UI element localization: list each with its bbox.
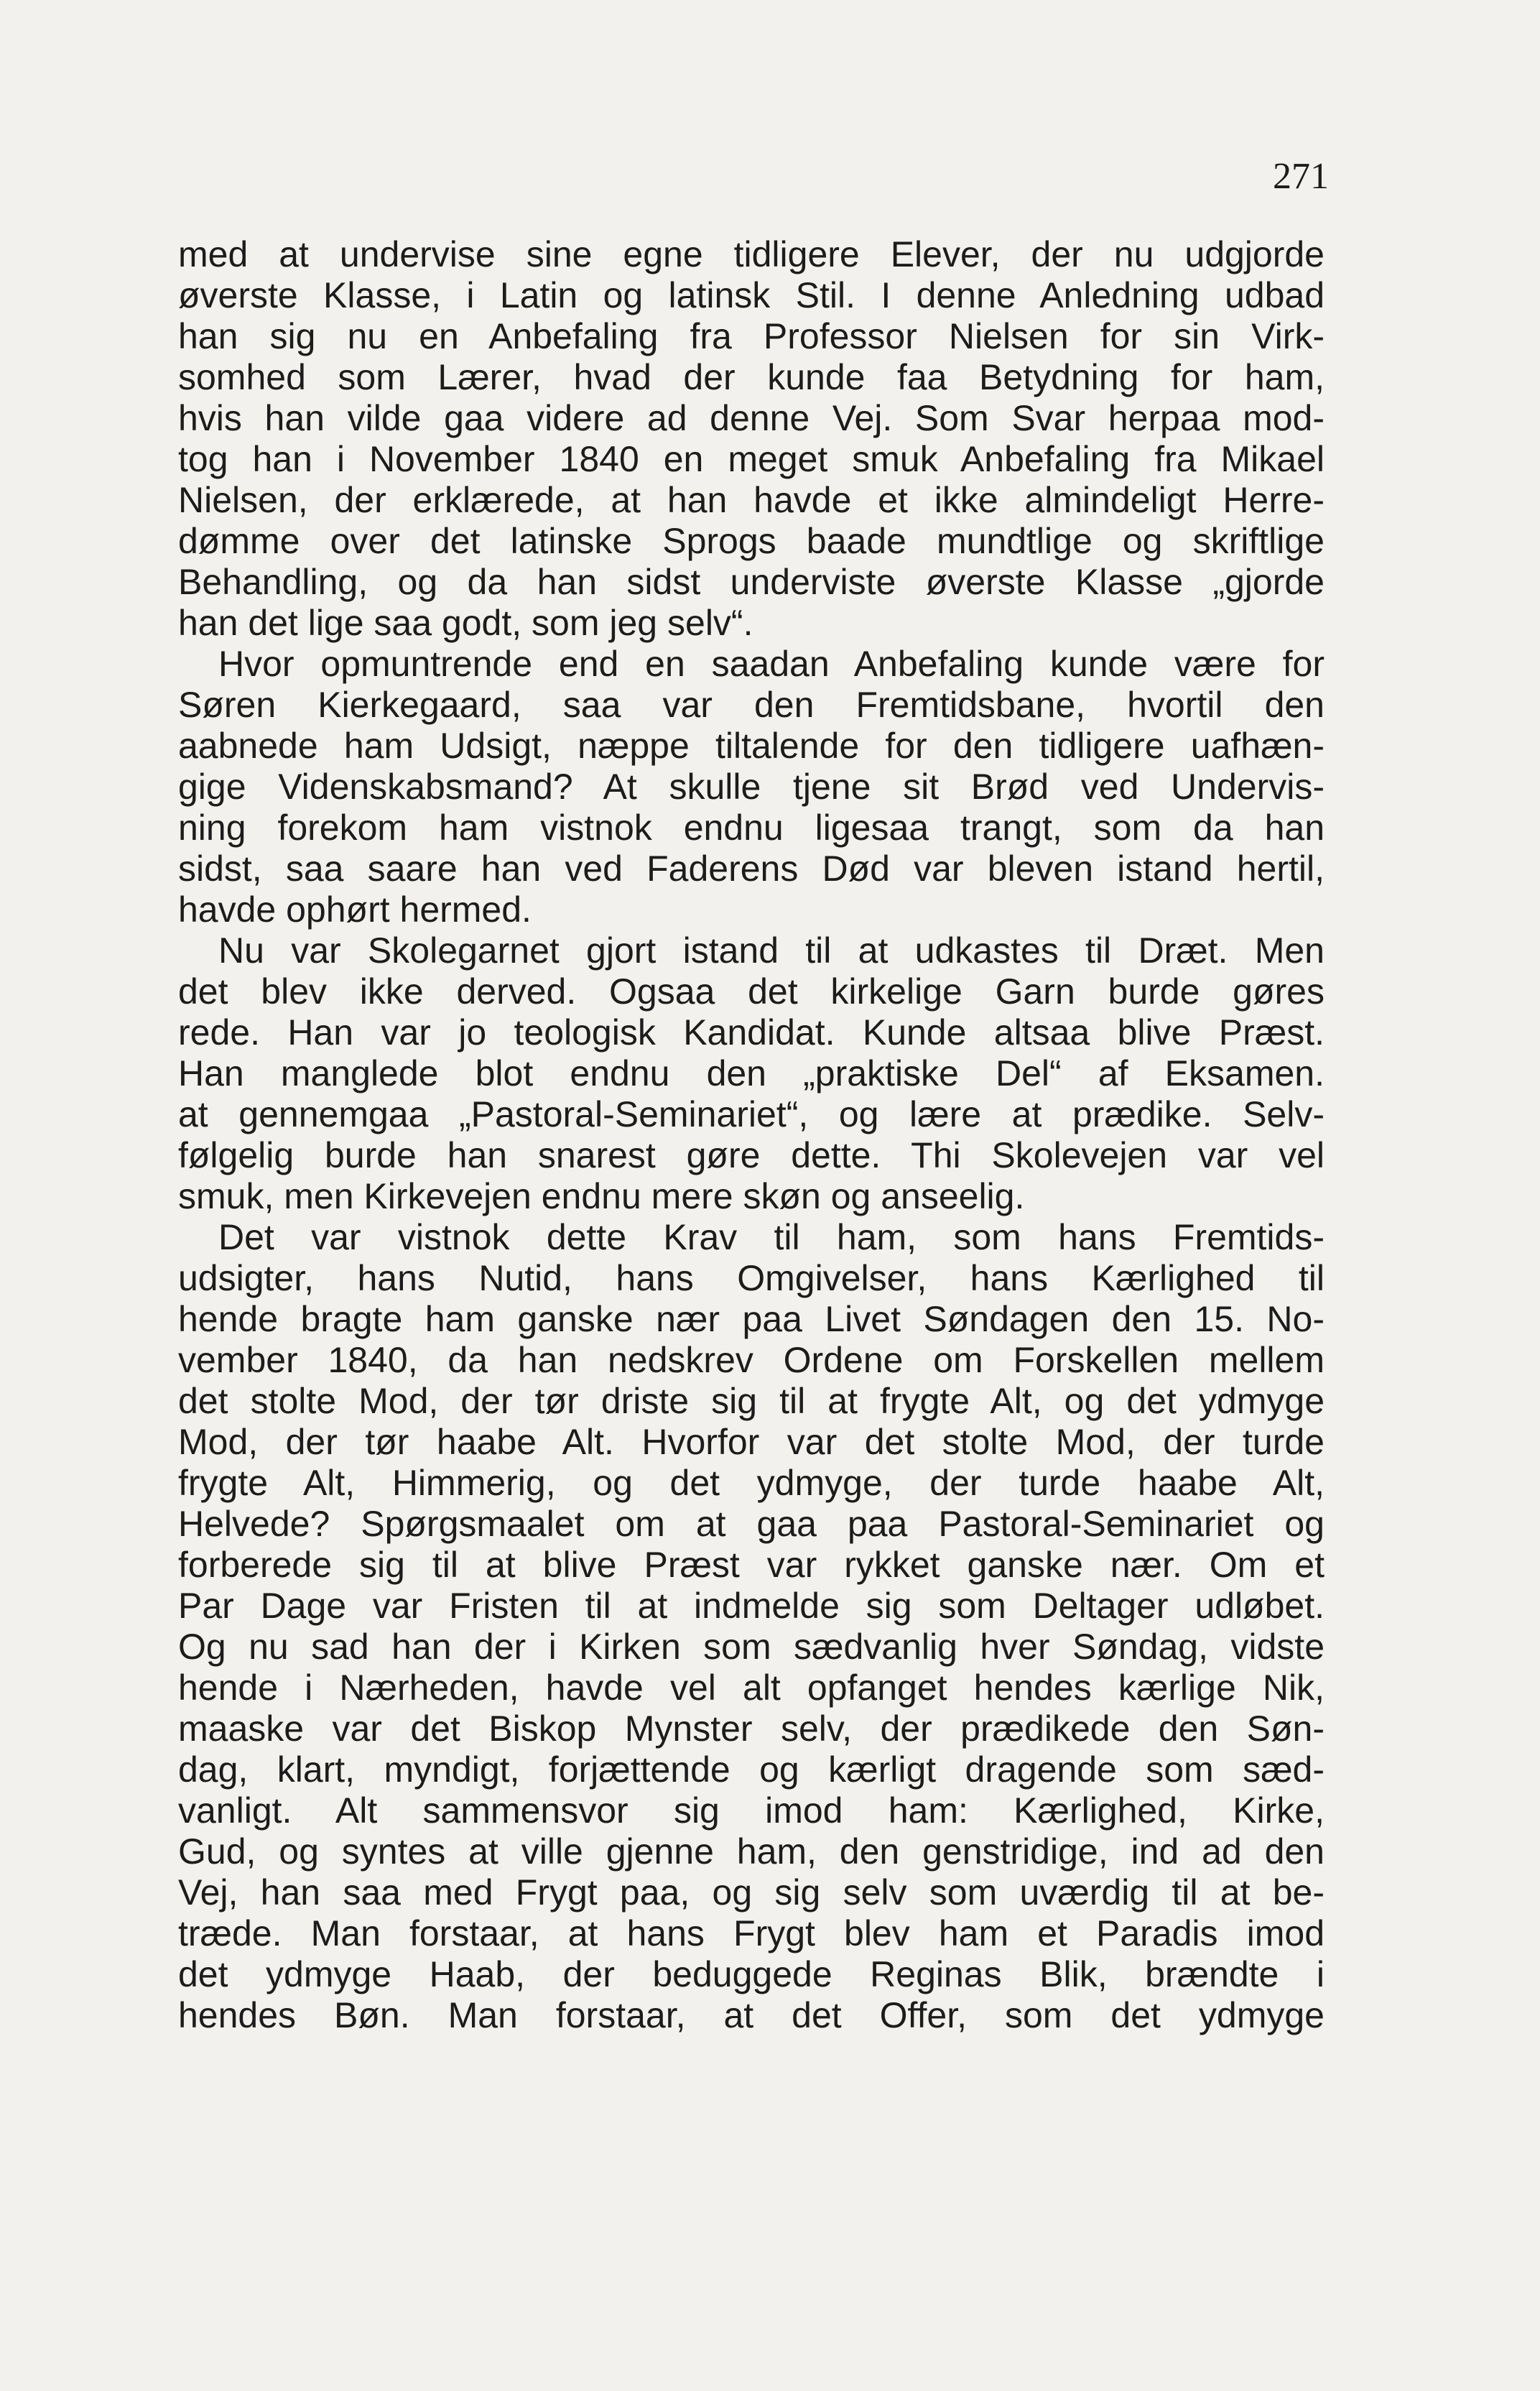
text-line: hende i Nærheden, havde vel alt opfanget hendes kærlige Nik,: [178, 1668, 1325, 1708]
text-line: med at undervise sine egne tidligere Elever, der nu udgjorde: [178, 234, 1325, 274]
text-line: havde ophørt hermed.: [178, 889, 532, 930]
text-line: Han manglede blot endnu den „praktiske Del“ af Eksamen.: [178, 1053, 1325, 1093]
text-line: dag, klart, myndigt, forjættende og kærligt dragende som sæd-: [178, 1749, 1325, 1790]
text-line: Hvor opmuntrende end en saadan Anbefaling kunde være for: [218, 644, 1325, 684]
text-line: Nu var Skolegarnet gjort istand til at udkastes til Dræt. Men: [218, 930, 1325, 971]
text-line: Gud, og syntes at ville gjenne ham, den genstridige, ind ad den: [178, 1831, 1325, 1872]
text-line: Par Dage var Fristen til at indmelde sig som Deltager udløbet.: [178, 1586, 1325, 1626]
text-line: tog han i November 1840 en meget smuk Anbefaling fra Mikael: [178, 439, 1325, 479]
text-line: maaske var det Biskop Mynster selv, der prædikede den Søn-: [178, 1708, 1325, 1749]
text-line: frygte Alt, Himmerig, og det ydmyge, der turde haabe Alt,: [178, 1463, 1325, 1503]
text-line: Helvede? Spørgsmaalet om at gaa paa Pastoral-Seminariet og: [178, 1504, 1325, 1544]
text-line: Søren Kierkegaard, saa var den Fremtidsbane, hvortil den: [178, 685, 1325, 725]
text-line: udsigter, hans Nutid, hans Omgivelser, hans Kærlighed til: [178, 1258, 1325, 1298]
text-line: hvis han vilde gaa videre ad denne Vej. Som Svar herpaa mod-: [178, 398, 1325, 438]
text-line: hende bragte ham ganske nær paa Livet Søndagen den 15. No-: [178, 1299, 1325, 1339]
text-line: somhed som Lærer, hvad der kunde faa Betydning for ham,: [178, 357, 1325, 397]
text-line: at gennemgaa „Pastoral-Seminariet“, og lære at prædike. Selv-: [178, 1094, 1325, 1134]
text-line: Behandling, og da han sidst underviste øverste Klasse „gjorde: [178, 562, 1325, 602]
text-line: det ydmyge Haab, der beduggede Reginas Blik, brændte i: [178, 1954, 1325, 1994]
text-line: aabnede ham Udsigt, næppe tiltalende for den tidligere uafhæn-: [178, 726, 1325, 766]
text-line: det stolte Mod, der tør driste sig til at frygte Alt, og det ydmyge: [178, 1381, 1325, 1421]
text-line: hendes Bøn. Man forstaar, at det Offer, som det ydmyge: [178, 1995, 1325, 2035]
text-line: Mod, der tør haabe Alt. Hvorfor var det stolte Mod, der turde: [178, 1422, 1325, 1462]
text-line: forberede sig til at blive Præst var rykket ganske nær. Om et: [178, 1545, 1325, 1585]
text-line: han sig nu en Anbefaling fra Professor Nielsen for sin Virk-: [178, 316, 1325, 356]
text-line: Og nu sad han der i Kirken som sædvanlig hver Søndag, vidste: [178, 1627, 1325, 1667]
text-line: øverste Klasse, i Latin og latinsk Stil. I denne Anledning udbad: [178, 275, 1325, 315]
text-line: gige Videnskabsmand? At skulle tjene sit Brød ved Undervis-: [178, 767, 1325, 807]
text-line: sidst, saa saare han ved Faderens Død var bleven istand hertil,: [178, 848, 1325, 889]
text-line: smuk, men Kirkevejen endnu mere skøn og anseelig.: [178, 1176, 1025, 1216]
text-line: Det var vistnok dette Krav til ham, som hans Fremtids-: [218, 1217, 1325, 1257]
text-line: følgelig burde han snarest gøre dette. Thi Skolevejen var vel: [178, 1135, 1325, 1175]
page-number: 271: [1273, 156, 1329, 197]
text-line: han det lige saa godt, som jeg selv“.: [178, 603, 753, 643]
text-line: rede. Han var jo teologisk Kandidat. Kunde altsaa blive Præst.: [178, 1012, 1325, 1053]
text-line: vember 1840, da han nedskrev Ordene om Forskellen mellem: [178, 1340, 1325, 1380]
text-line: vanligt. Alt sammensvor sig imod ham: Kærlighed, Kirke,: [178, 1790, 1325, 1831]
text-line: Nielsen, der erklærede, at han havde et ikke almindeligt Herre-: [178, 480, 1325, 520]
text-line: dømme over det latinske Sprogs baade mundtlige og skriftlige: [178, 521, 1325, 561]
text-line: ning forekom ham vistnok endnu ligesaa trangt, som da han: [178, 808, 1325, 848]
body-text: [178, 234, 1325, 2036]
text-line: træde. Man forstaar, at hans Frygt blev ham et Paradis imod: [178, 1913, 1325, 1953]
text-line: Vej, han saa med Frygt paa, og sig selv som uværdig til at be-: [178, 1872, 1325, 1913]
text-line: det blev ikke derved. Ogsaa det kirkelige Garn burde gøres: [178, 971, 1325, 1012]
